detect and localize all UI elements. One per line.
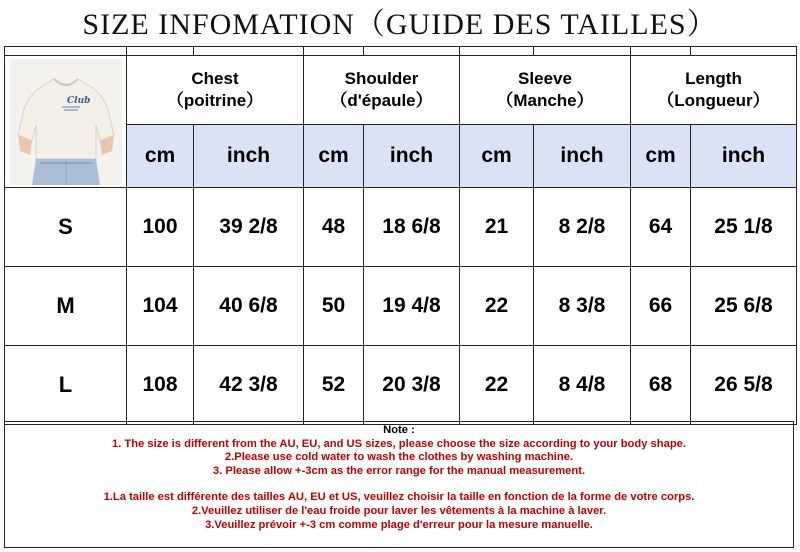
- table-cell: 48: [304, 188, 364, 267]
- column-header-sleeve: [460, 56, 631, 125]
- unit-inch: inch: [534, 125, 631, 188]
- header-spacer-row: [5, 47, 797, 56]
- notes-box: [4, 421, 794, 548]
- note-line-en: 1. The size is different from the AU, EU, and US sizes, please choose the size according to your body shape.: [111, 437, 686, 450]
- table-cell: 39 2/8: [194, 188, 304, 267]
- table-cell: 25 1/8: [691, 188, 797, 267]
- table-cell: 22: [460, 346, 534, 425]
- table-row: [5, 267, 797, 346]
- table-cell: 66: [631, 267, 691, 346]
- note-line-fr: 2.Veuillez utiliser de l'eau froide pour laver les vêtements à la machine à laver.: [191, 504, 607, 517]
- table-cell: 8 2/8: [534, 188, 631, 267]
- column-name-fr: （Manche）: [496, 91, 594, 110]
- column-header-shoulder: [304, 56, 460, 125]
- table-cell: 20 3/8: [364, 346, 460, 425]
- note-line-fr: 1.La taille est différente des tailles AU, EU et US, veuillez choisir la taille en fonction de la forme de votre corps.: [103, 491, 695, 504]
- note-line-en: 3. Please allow +-3cm as the error range for the manual measurement.: [212, 464, 586, 477]
- table-cell: 8 3/8: [534, 267, 631, 346]
- table-cell: 40 6/8: [194, 267, 304, 346]
- note-line-en: 2.Please use cold water to wash the clothes by washing machine.: [224, 451, 574, 464]
- spacer-cell: [460, 47, 534, 56]
- unit-inch: inch: [364, 125, 460, 188]
- table-cell: 68: [631, 346, 691, 425]
- note-spacer: [5, 478, 793, 491]
- svg-text:Club: Club: [66, 95, 90, 106]
- unit-cm: cm: [460, 125, 534, 188]
- column-name-en: Sleeve: [518, 69, 572, 88]
- column-name-en: Length: [685, 69, 742, 88]
- spacer-cell: [194, 47, 304, 56]
- table-row: [5, 346, 797, 425]
- table-row: [5, 188, 797, 267]
- column-header-chest: [127, 56, 304, 125]
- unit-cm: cm: [127, 125, 194, 188]
- table-cell: 25 6/8: [691, 267, 797, 346]
- spacer-cell: [5, 47, 127, 56]
- unit-cm: cm: [304, 125, 364, 188]
- table-cell: 26 5/8: [691, 346, 797, 425]
- column-header-row: [5, 56, 797, 125]
- table-cell: 50: [304, 267, 364, 346]
- spacer-cell: [534, 47, 631, 56]
- table-cell: 21: [460, 188, 534, 267]
- column-name-en: Shoulder: [344, 69, 419, 88]
- table-cell: 8 4/8: [534, 346, 631, 425]
- unit-cm: cm: [631, 125, 691, 188]
- tshirt-photo-icon: [10, 59, 122, 185]
- size-table: [4, 46, 797, 425]
- table-cell: 108: [127, 346, 194, 425]
- table-cell: 19 4/8: [364, 267, 460, 346]
- column-name-en: Chest: [191, 69, 239, 88]
- size-label: M: [5, 267, 127, 346]
- spacer-cell: [127, 47, 194, 56]
- note-heading: Note :: [383, 424, 415, 436]
- table-cell: 18 6/8: [364, 188, 460, 267]
- unit-inch: inch: [691, 125, 797, 188]
- spacer-cell: [364, 47, 460, 56]
- size-label: L: [5, 346, 127, 425]
- unit-inch: inch: [194, 125, 304, 188]
- table-cell: 52: [304, 346, 364, 425]
- product-photo-cell: [5, 56, 127, 188]
- size-label: S: [5, 188, 127, 267]
- table-cell: 104: [127, 267, 194, 346]
- column-header-length: [631, 56, 797, 125]
- table-cell: 42 3/8: [194, 346, 304, 425]
- table-cell: 64: [631, 188, 691, 267]
- spacer-cell: [691, 47, 797, 56]
- note-line-fr: 3.Veuillez prévoir +-3 cm comme plage d'erreur pour la mesure manuelle.: [205, 518, 593, 531]
- spacer-cell: [304, 47, 364, 56]
- column-name-fr: （Longueur）: [657, 91, 770, 110]
- table-cell: 22: [460, 267, 534, 346]
- table-cell: 100: [127, 188, 194, 267]
- column-name-fr: （poitrine）: [166, 91, 264, 110]
- spacer-cell: [631, 47, 691, 56]
- column-name-fr: （d'épaule）: [330, 91, 433, 110]
- chart-title: SIZE INFOMATION（GUIDE DES TAILLES）: [82, 8, 718, 41]
